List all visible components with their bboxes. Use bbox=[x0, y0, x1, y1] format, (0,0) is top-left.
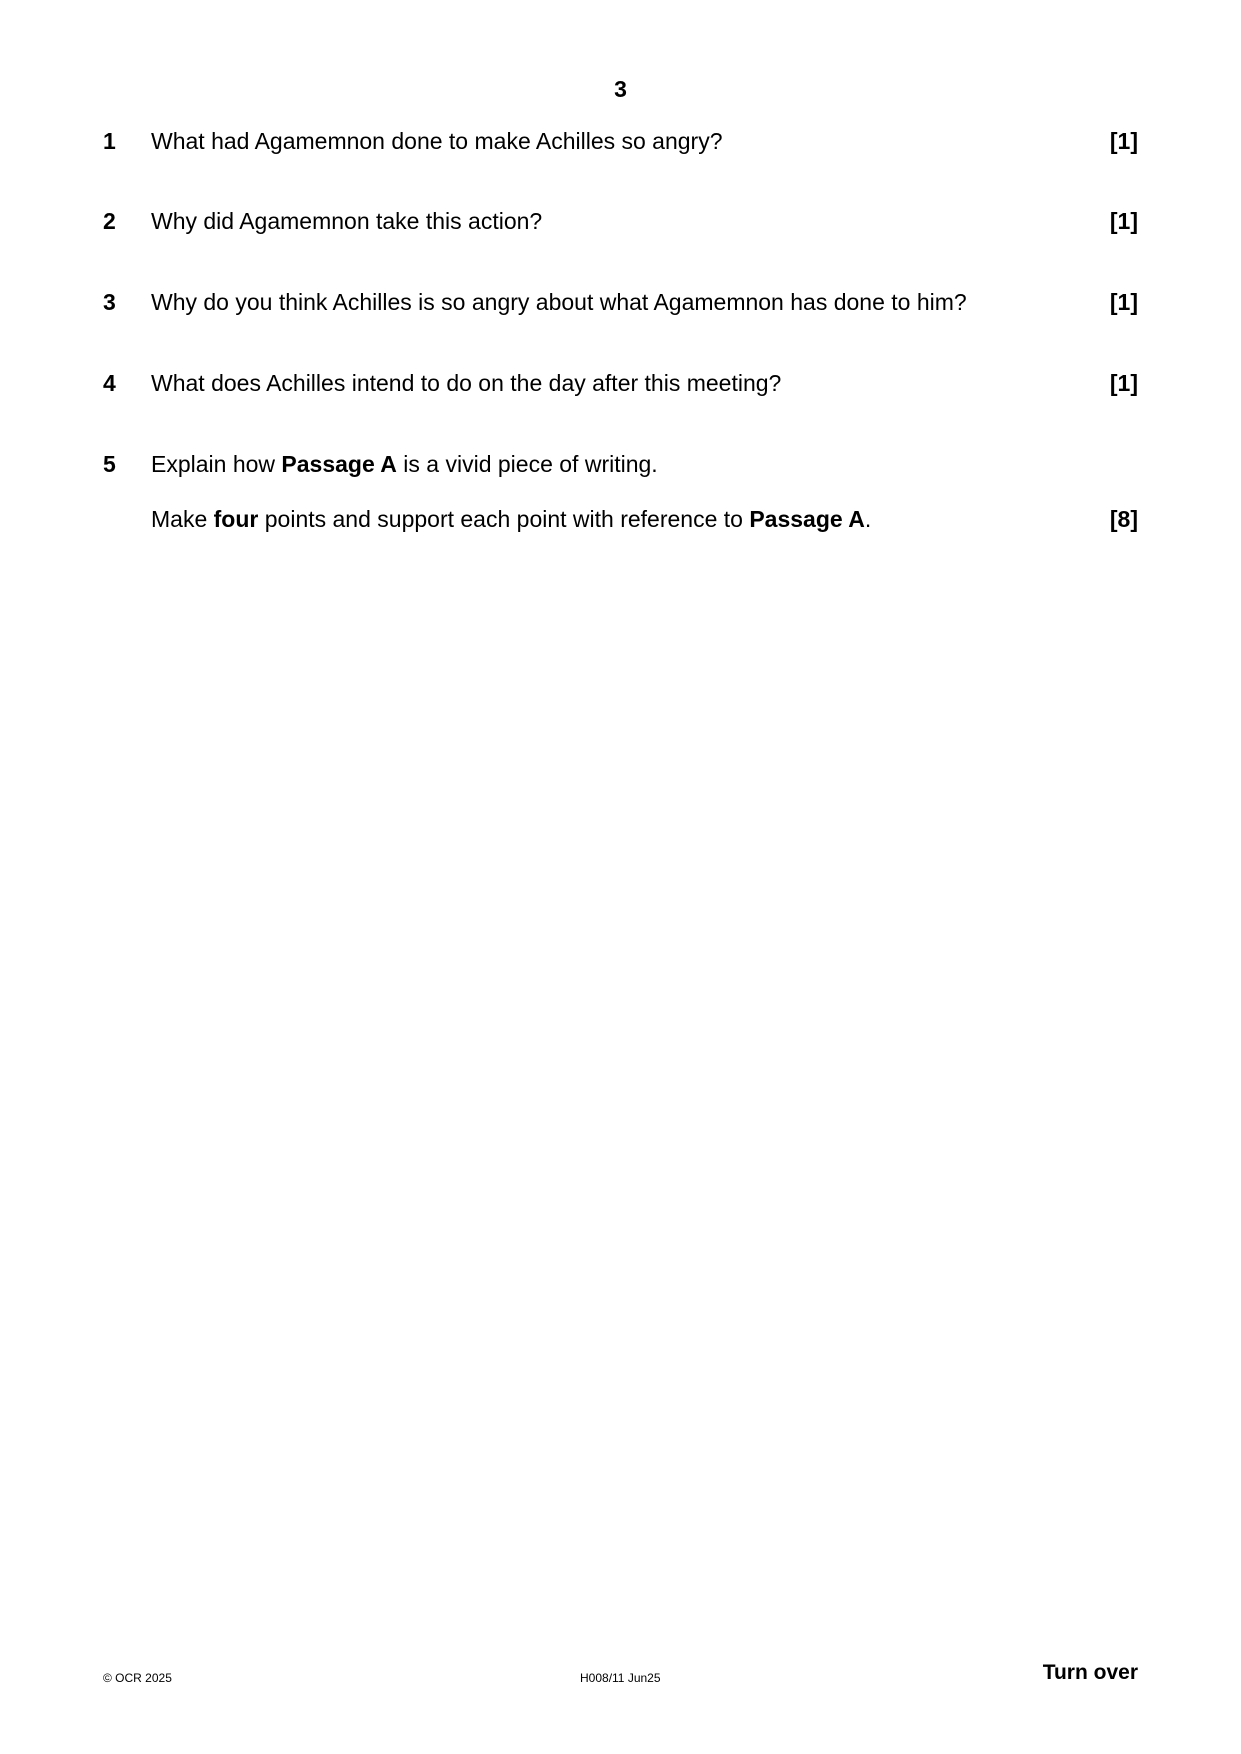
question-number: 5 bbox=[103, 451, 116, 477]
footer-copyright: © OCR 2025 bbox=[103, 1671, 172, 1685]
text-run: . bbox=[864, 506, 872, 532]
question-number: 4 bbox=[103, 370, 116, 396]
question-text: What had Agamemnon done to make Achilles so angry? bbox=[151, 128, 723, 154]
footer-paper-code: H008/11 Jun25 bbox=[580, 1671, 661, 1685]
text-run: points and support each point with reference to bbox=[258, 506, 750, 532]
question-number: 2 bbox=[103, 208, 116, 234]
text-run: Make bbox=[151, 506, 214, 532]
page-number: 3 bbox=[614, 76, 627, 102]
bold-text: four bbox=[213, 506, 259, 532]
turn-over-label: Turn over bbox=[1042, 1661, 1138, 1684]
question-text: What does Achilles intend to do on the day after this meeting? bbox=[151, 370, 782, 396]
question-mark: [1] bbox=[1109, 128, 1138, 154]
question-mark: [8] bbox=[1109, 506, 1138, 532]
question-text bbox=[151, 450, 658, 478]
question-text: Why do you think Achilles is so angry about what Agamemnon has done to him? bbox=[151, 289, 967, 315]
question-mark: [1] bbox=[1109, 370, 1138, 396]
bold-text: Passage A bbox=[281, 451, 397, 477]
bold-text: Passage A bbox=[749, 506, 865, 532]
question-text: Why did Agamemnon take this action? bbox=[151, 208, 543, 234]
text-run: Explain how bbox=[151, 451, 282, 477]
question-instruction bbox=[151, 505, 871, 533]
question-number: 3 bbox=[103, 289, 116, 315]
text-run: is a vivid piece of writing. bbox=[396, 451, 658, 477]
question-mark: [1] bbox=[1109, 208, 1138, 234]
question-number: 1 bbox=[103, 128, 116, 154]
question-mark: [1] bbox=[1109, 289, 1138, 315]
